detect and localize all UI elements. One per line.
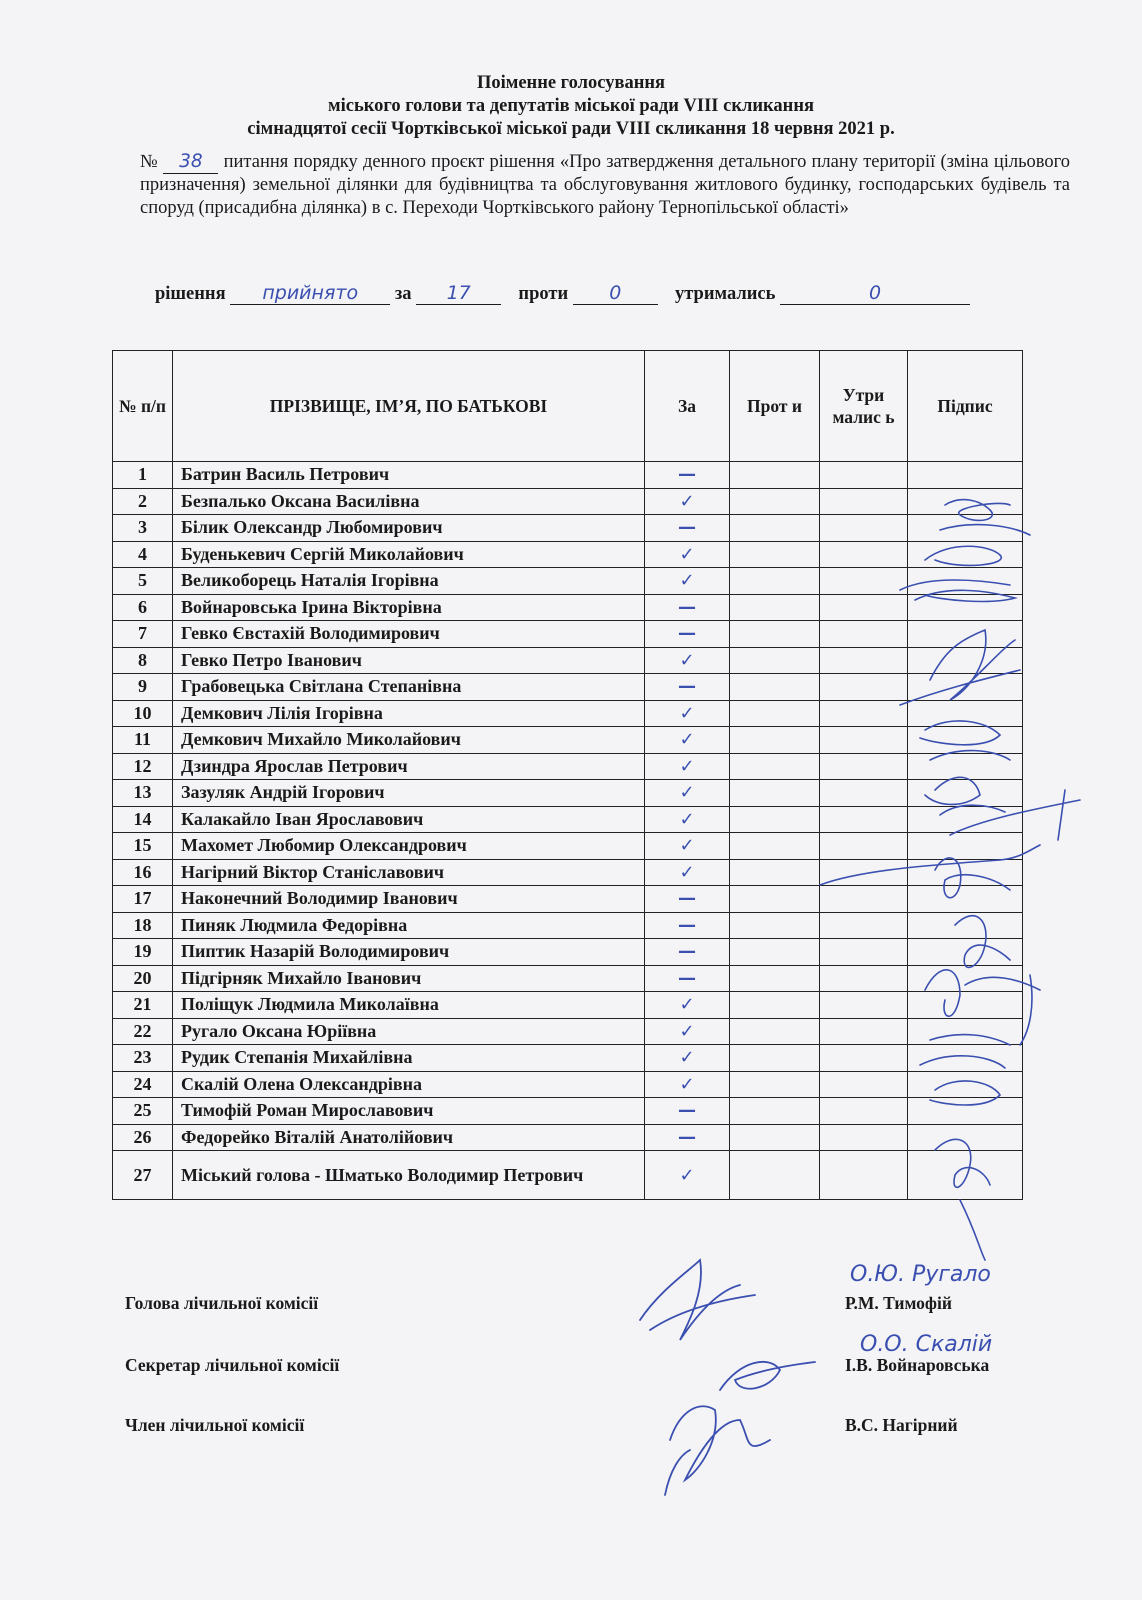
- row-vote-abstain: [820, 965, 908, 992]
- checkmark-icon: ✓: [679, 1047, 695, 1069]
- dash-icon: —: [678, 676, 696, 698]
- table-row: [113, 700, 1023, 727]
- row-vote-abstain: [820, 727, 908, 754]
- checkmark-icon: ✓: [679, 994, 695, 1016]
- row-vote-against: [730, 568, 820, 595]
- row-signature: [908, 700, 1023, 727]
- decision-abstain-value: 0: [869, 282, 882, 304]
- row-number: 24: [113, 1071, 173, 1098]
- row-vote-against: [730, 833, 820, 860]
- checkmark-icon: ✓: [679, 1164, 695, 1186]
- signature-scribble: [640, 1260, 755, 1340]
- row-vote-against: [730, 1018, 820, 1045]
- row-vote-against: [730, 1124, 820, 1151]
- decision-abstain-label: утримались: [674, 284, 776, 304]
- checkmark-icon: ✓: [679, 755, 695, 777]
- commission-member-label: Член лічильної комісії: [125, 1415, 305, 1435]
- row-vote-for: [645, 727, 730, 754]
- checkmark-icon: ✓: [679, 702, 695, 724]
- row-number: 11: [113, 727, 173, 754]
- dash-icon: —: [678, 464, 696, 486]
- row-vote-against: [730, 594, 820, 621]
- row-name: Федорейко Віталій Анатолійович: [173, 1124, 645, 1151]
- signature-scribble: [720, 1362, 815, 1390]
- row-vote-for: [645, 833, 730, 860]
- dash-icon: —: [678, 1126, 696, 1148]
- row-vote-abstain: [820, 1151, 908, 1200]
- row-vote-against: [730, 806, 820, 833]
- row-number: 2: [113, 488, 173, 515]
- signature-scribble: [665, 1406, 770, 1495]
- table-row: [113, 1098, 1023, 1125]
- row-signature: [908, 833, 1023, 860]
- row-signature: [908, 912, 1023, 939]
- checkmark-icon: ✓: [679, 490, 695, 512]
- row-signature: [908, 753, 1023, 780]
- motion-description: питання порядку денного проєкт рішення «Про затвердження детального плану території (зміна цільового призначення) земельної ділянки для будівництва та обслуговування житлового будинку, господарських будівель та споруд (присадибна ділянка) в с. Переходи Чортківського району Тернопільської області»: [140, 152, 1071, 218]
- row-name: Демкович Лілія Ігорівна: [173, 700, 645, 727]
- checkmark-icon: ✓: [679, 835, 695, 857]
- motion-number-sign: №: [140, 152, 159, 172]
- row-vote-against: [730, 886, 820, 913]
- commission-member: [125, 1415, 958, 1436]
- table-row: [113, 992, 1023, 1019]
- row-vote-for: [645, 780, 730, 807]
- decision-for-value: 17: [446, 282, 471, 304]
- row-vote-against: [730, 753, 820, 780]
- decision-line: [155, 282, 970, 305]
- row-signature: [908, 462, 1023, 489]
- row-vote-against: [730, 621, 820, 648]
- row-signature: [908, 594, 1023, 621]
- row-signature: [908, 806, 1023, 833]
- table-row: [113, 1045, 1023, 1072]
- header-signature: Підпис: [908, 351, 1023, 462]
- row-vote-for: [645, 753, 730, 780]
- row-vote-against: [730, 700, 820, 727]
- row-signature: [908, 859, 1023, 886]
- row-vote-against: [730, 1071, 820, 1098]
- row-vote-abstain: [820, 568, 908, 595]
- commission-chair: [125, 1293, 952, 1314]
- header-num: № п/п: [113, 351, 173, 462]
- row-number: 4: [113, 541, 173, 568]
- table-row: [113, 727, 1023, 754]
- row-vote-against: [730, 992, 820, 1019]
- row-vote-abstain: [820, 541, 908, 568]
- table-row: [113, 674, 1023, 701]
- row-vote-for: [645, 1098, 730, 1125]
- row-vote-abstain: [820, 515, 908, 542]
- dash-icon: —: [678, 517, 696, 539]
- commission-secretary-name: І.В. Войнаровська: [845, 1355, 990, 1375]
- commission-secretary-label: Секретар лічильної комісії: [125, 1355, 340, 1375]
- row-number: 3: [113, 515, 173, 542]
- row-name: Наконечний Володимир Іванович: [173, 886, 645, 913]
- row-name: Безпалько Оксана Василівна: [173, 488, 645, 515]
- row-name: Калакайло Іван Ярославович: [173, 806, 645, 833]
- table-row: [113, 621, 1023, 648]
- row-vote-against: [730, 674, 820, 701]
- row-vote-against: [730, 462, 820, 489]
- row-vote-for: [645, 647, 730, 674]
- decision-label: рішення: [155, 284, 226, 304]
- row-signature: [908, 1098, 1023, 1125]
- table-row: [113, 515, 1023, 542]
- row-name: Зазуляк Андрій Ігорович: [173, 780, 645, 807]
- header-against: Прот и: [730, 351, 820, 462]
- row-name: Батрин Василь Петрович: [173, 462, 645, 489]
- row-name: Ругало Оксана Юріївна: [173, 1018, 645, 1045]
- row-vote-abstain: [820, 1071, 908, 1098]
- row-vote-for: [645, 939, 730, 966]
- row-name: Демкович Михайло Миколайович: [173, 727, 645, 754]
- row-vote-for: [645, 806, 730, 833]
- row-number: 17: [113, 886, 173, 913]
- row-vote-abstain: [820, 886, 908, 913]
- commission-chair-name: Р.М. Тимофій: [845, 1293, 952, 1313]
- document-header: [0, 72, 1142, 141]
- header-subtitle: міського голови та депутатів міської ради VIII скликання: [328, 96, 814, 116]
- row-signature: [908, 1071, 1023, 1098]
- row-vote-abstain: [820, 488, 908, 515]
- row-number: 20: [113, 965, 173, 992]
- table-header-row: [113, 351, 1023, 462]
- table-row: [113, 1018, 1023, 1045]
- row-vote-against: [730, 1045, 820, 1072]
- table-row: [113, 965, 1023, 992]
- checkmark-icon: ✓: [679, 543, 695, 565]
- row-vote-against: [730, 647, 820, 674]
- row-number: 12: [113, 753, 173, 780]
- checkmark-icon: ✓: [679, 861, 695, 883]
- row-vote-abstain: [820, 1018, 908, 1045]
- row-vote-against: [730, 780, 820, 807]
- row-vote-abstain: [820, 939, 908, 966]
- table-row: [113, 912, 1023, 939]
- row-signature: [908, 568, 1023, 595]
- row-number: 13: [113, 780, 173, 807]
- row-name: Поліщук Людмила Миколаївна: [173, 992, 645, 1019]
- row-vote-for: [645, 488, 730, 515]
- row-number: 8: [113, 647, 173, 674]
- row-vote-for: [645, 541, 730, 568]
- row-vote-for: [645, 1151, 730, 1200]
- table-row: [113, 859, 1023, 886]
- row-name: Рудик Степанія Михайлівна: [173, 1045, 645, 1072]
- row-name: Великоборець Наталія Ігорівна: [173, 568, 645, 595]
- dash-icon: —: [678, 623, 696, 645]
- row-number: 22: [113, 1018, 173, 1045]
- row-vote-for: [645, 992, 730, 1019]
- row-number: 21: [113, 992, 173, 1019]
- row-number: 23: [113, 1045, 173, 1072]
- row-name: Скалій Олена Олександрівна: [173, 1071, 645, 1098]
- decision-for-label: за: [394, 284, 412, 304]
- header-abstain: Утри малис ь: [820, 351, 908, 462]
- row-number: 16: [113, 859, 173, 886]
- row-vote-for: [645, 1071, 730, 1098]
- row-vote-against: [730, 727, 820, 754]
- row-name: Гевко Євстахій Володимирович: [173, 621, 645, 648]
- row-vote-for: [645, 594, 730, 621]
- row-vote-abstain: [820, 912, 908, 939]
- row-vote-against: [730, 859, 820, 886]
- row-vote-for: [645, 462, 730, 489]
- row-vote-for: [645, 1018, 730, 1045]
- checkmark-icon: ✓: [679, 570, 695, 592]
- table-row: [113, 886, 1023, 913]
- row-signature: [908, 1045, 1023, 1072]
- row-vote-abstain: [820, 700, 908, 727]
- row-vote-against: [730, 1151, 820, 1200]
- row-name: Білик Олександр Любомирович: [173, 515, 645, 542]
- row-vote-abstain: [820, 462, 908, 489]
- row-vote-abstain: [820, 1098, 908, 1125]
- row-vote-abstain: [820, 647, 908, 674]
- row-name: Міський голова - Шматько Володимир Петрович: [173, 1151, 645, 1200]
- row-name: Дзиндра Ярослав Петрович: [173, 753, 645, 780]
- decision-value-handwritten: прийнято: [262, 282, 359, 304]
- table-row: [113, 594, 1023, 621]
- header-title: Поіменне голосування: [476, 73, 666, 93]
- votes-table: [112, 350, 1023, 1200]
- row-vote-for: [645, 886, 730, 913]
- row-number: 5: [113, 568, 173, 595]
- row-vote-for: [645, 621, 730, 648]
- row-name: Войнаровська Ірина Вікторівна: [173, 594, 645, 621]
- motion-text: [140, 150, 1070, 220]
- row-vote-abstain: [820, 1045, 908, 1072]
- row-vote-for: [645, 1045, 730, 1072]
- row-vote-for: [645, 515, 730, 542]
- row-number: 10: [113, 700, 173, 727]
- table-row: [113, 833, 1023, 860]
- table-row: [113, 462, 1023, 489]
- checkmark-icon: ✓: [679, 1020, 695, 1042]
- motion-number-handwritten: 38: [163, 150, 218, 174]
- header-for: За: [645, 351, 730, 462]
- row-vote-abstain: [820, 594, 908, 621]
- row-vote-for: [645, 1124, 730, 1151]
- checkmark-icon: ✓: [679, 782, 695, 804]
- row-name: Пиптик Назарій Володимирович: [173, 939, 645, 966]
- table-row: [113, 1151, 1023, 1200]
- row-signature: [908, 674, 1023, 701]
- row-number: 15: [113, 833, 173, 860]
- checkmark-icon: ✓: [679, 1073, 695, 1095]
- table-row: [113, 1071, 1023, 1098]
- row-signature: [908, 965, 1023, 992]
- row-vote-against: [730, 1098, 820, 1125]
- row-signature: [908, 1151, 1023, 1200]
- decision-against-value: 0: [609, 282, 622, 304]
- dash-icon: —: [678, 1100, 696, 1122]
- row-name: Грабовецька Світлана Степанівна: [173, 674, 645, 701]
- row-name: Буденькевич Сергій Миколайович: [173, 541, 645, 568]
- row-signature: [908, 939, 1023, 966]
- row-vote-against: [730, 939, 820, 966]
- row-number: 1: [113, 462, 173, 489]
- table-row: [113, 541, 1023, 568]
- dash-icon: —: [678, 596, 696, 618]
- row-name: Підгірняк Михайло Іванович: [173, 965, 645, 992]
- row-name: Тимофій Роман Мирославович: [173, 1098, 645, 1125]
- row-vote-against: [730, 541, 820, 568]
- row-vote-for: [645, 674, 730, 701]
- row-vote-abstain: [820, 859, 908, 886]
- row-number: 27: [113, 1151, 173, 1200]
- row-number: 9: [113, 674, 173, 701]
- row-number: 25: [113, 1098, 173, 1125]
- row-signature: [908, 727, 1023, 754]
- row-name: Гевко Петро Іванович: [173, 647, 645, 674]
- row-name: Нагірний Віктор Станіславович: [173, 859, 645, 886]
- checkmark-icon: ✓: [679, 649, 695, 671]
- table-row: [113, 647, 1023, 674]
- row-vote-abstain: [820, 806, 908, 833]
- row-signature: [908, 488, 1023, 515]
- row-vote-for: [645, 700, 730, 727]
- table-row: [113, 753, 1023, 780]
- dash-icon: —: [678, 967, 696, 989]
- decision-against-label: проти: [518, 284, 569, 304]
- dash-icon: —: [678, 941, 696, 963]
- row-name: Махомет Любомир Олександрович: [173, 833, 645, 860]
- table-row: [113, 488, 1023, 515]
- row-signature: [908, 647, 1023, 674]
- handwritten-note-chair: О.Ю. Ругало: [850, 1262, 991, 1287]
- row-vote-abstain: [820, 621, 908, 648]
- table-row: [113, 939, 1023, 966]
- handwritten-note-secretary: О.О. Скалій: [860, 1332, 993, 1357]
- table-row: [113, 568, 1023, 595]
- row-number: 7: [113, 621, 173, 648]
- row-number: 14: [113, 806, 173, 833]
- row-number: 6: [113, 594, 173, 621]
- row-vote-against: [730, 488, 820, 515]
- row-signature: [908, 780, 1023, 807]
- row-vote-for: [645, 568, 730, 595]
- row-signature: [908, 515, 1023, 542]
- row-vote-for: [645, 859, 730, 886]
- votes-table-body: [113, 462, 1023, 1200]
- row-signature: [908, 541, 1023, 568]
- row-signature: [908, 621, 1023, 648]
- row-name: Пиняк Людмила Федорівна: [173, 912, 645, 939]
- row-number: 19: [113, 939, 173, 966]
- row-vote-abstain: [820, 833, 908, 860]
- row-vote-for: [645, 965, 730, 992]
- row-signature: [908, 886, 1023, 913]
- row-number: 18: [113, 912, 173, 939]
- row-vote-for: [645, 912, 730, 939]
- table-row: [113, 780, 1023, 807]
- row-vote-against: [730, 515, 820, 542]
- checkmark-icon: ✓: [679, 808, 695, 830]
- dash-icon: —: [678, 914, 696, 936]
- commission-chair-label: Голова лічильної комісії: [125, 1293, 319, 1313]
- dash-icon: —: [678, 888, 696, 910]
- row-vote-abstain: [820, 753, 908, 780]
- row-vote-abstain: [820, 992, 908, 1019]
- header-session: сімнадцятої сесії Чортківської міської ради VIII скликання 18 червня 2021 р.: [247, 119, 895, 139]
- commission-member-name: В.С. Нагірний: [845, 1415, 958, 1435]
- table-row: [113, 1124, 1023, 1151]
- row-signature: [908, 1124, 1023, 1151]
- row-vote-abstain: [820, 674, 908, 701]
- row-number: 26: [113, 1124, 173, 1151]
- row-vote-against: [730, 965, 820, 992]
- row-vote-abstain: [820, 1124, 908, 1151]
- commission-secretary: [125, 1355, 990, 1376]
- row-vote-against: [730, 912, 820, 939]
- row-signature: [908, 1018, 1023, 1045]
- row-vote-abstain: [820, 780, 908, 807]
- header-name: ПРІЗВИЩЕ, ІМ’Я, ПО БАТЬКОВІ: [173, 351, 645, 462]
- checkmark-icon: ✓: [679, 729, 695, 751]
- row-signature: [908, 992, 1023, 1019]
- table-row: [113, 806, 1023, 833]
